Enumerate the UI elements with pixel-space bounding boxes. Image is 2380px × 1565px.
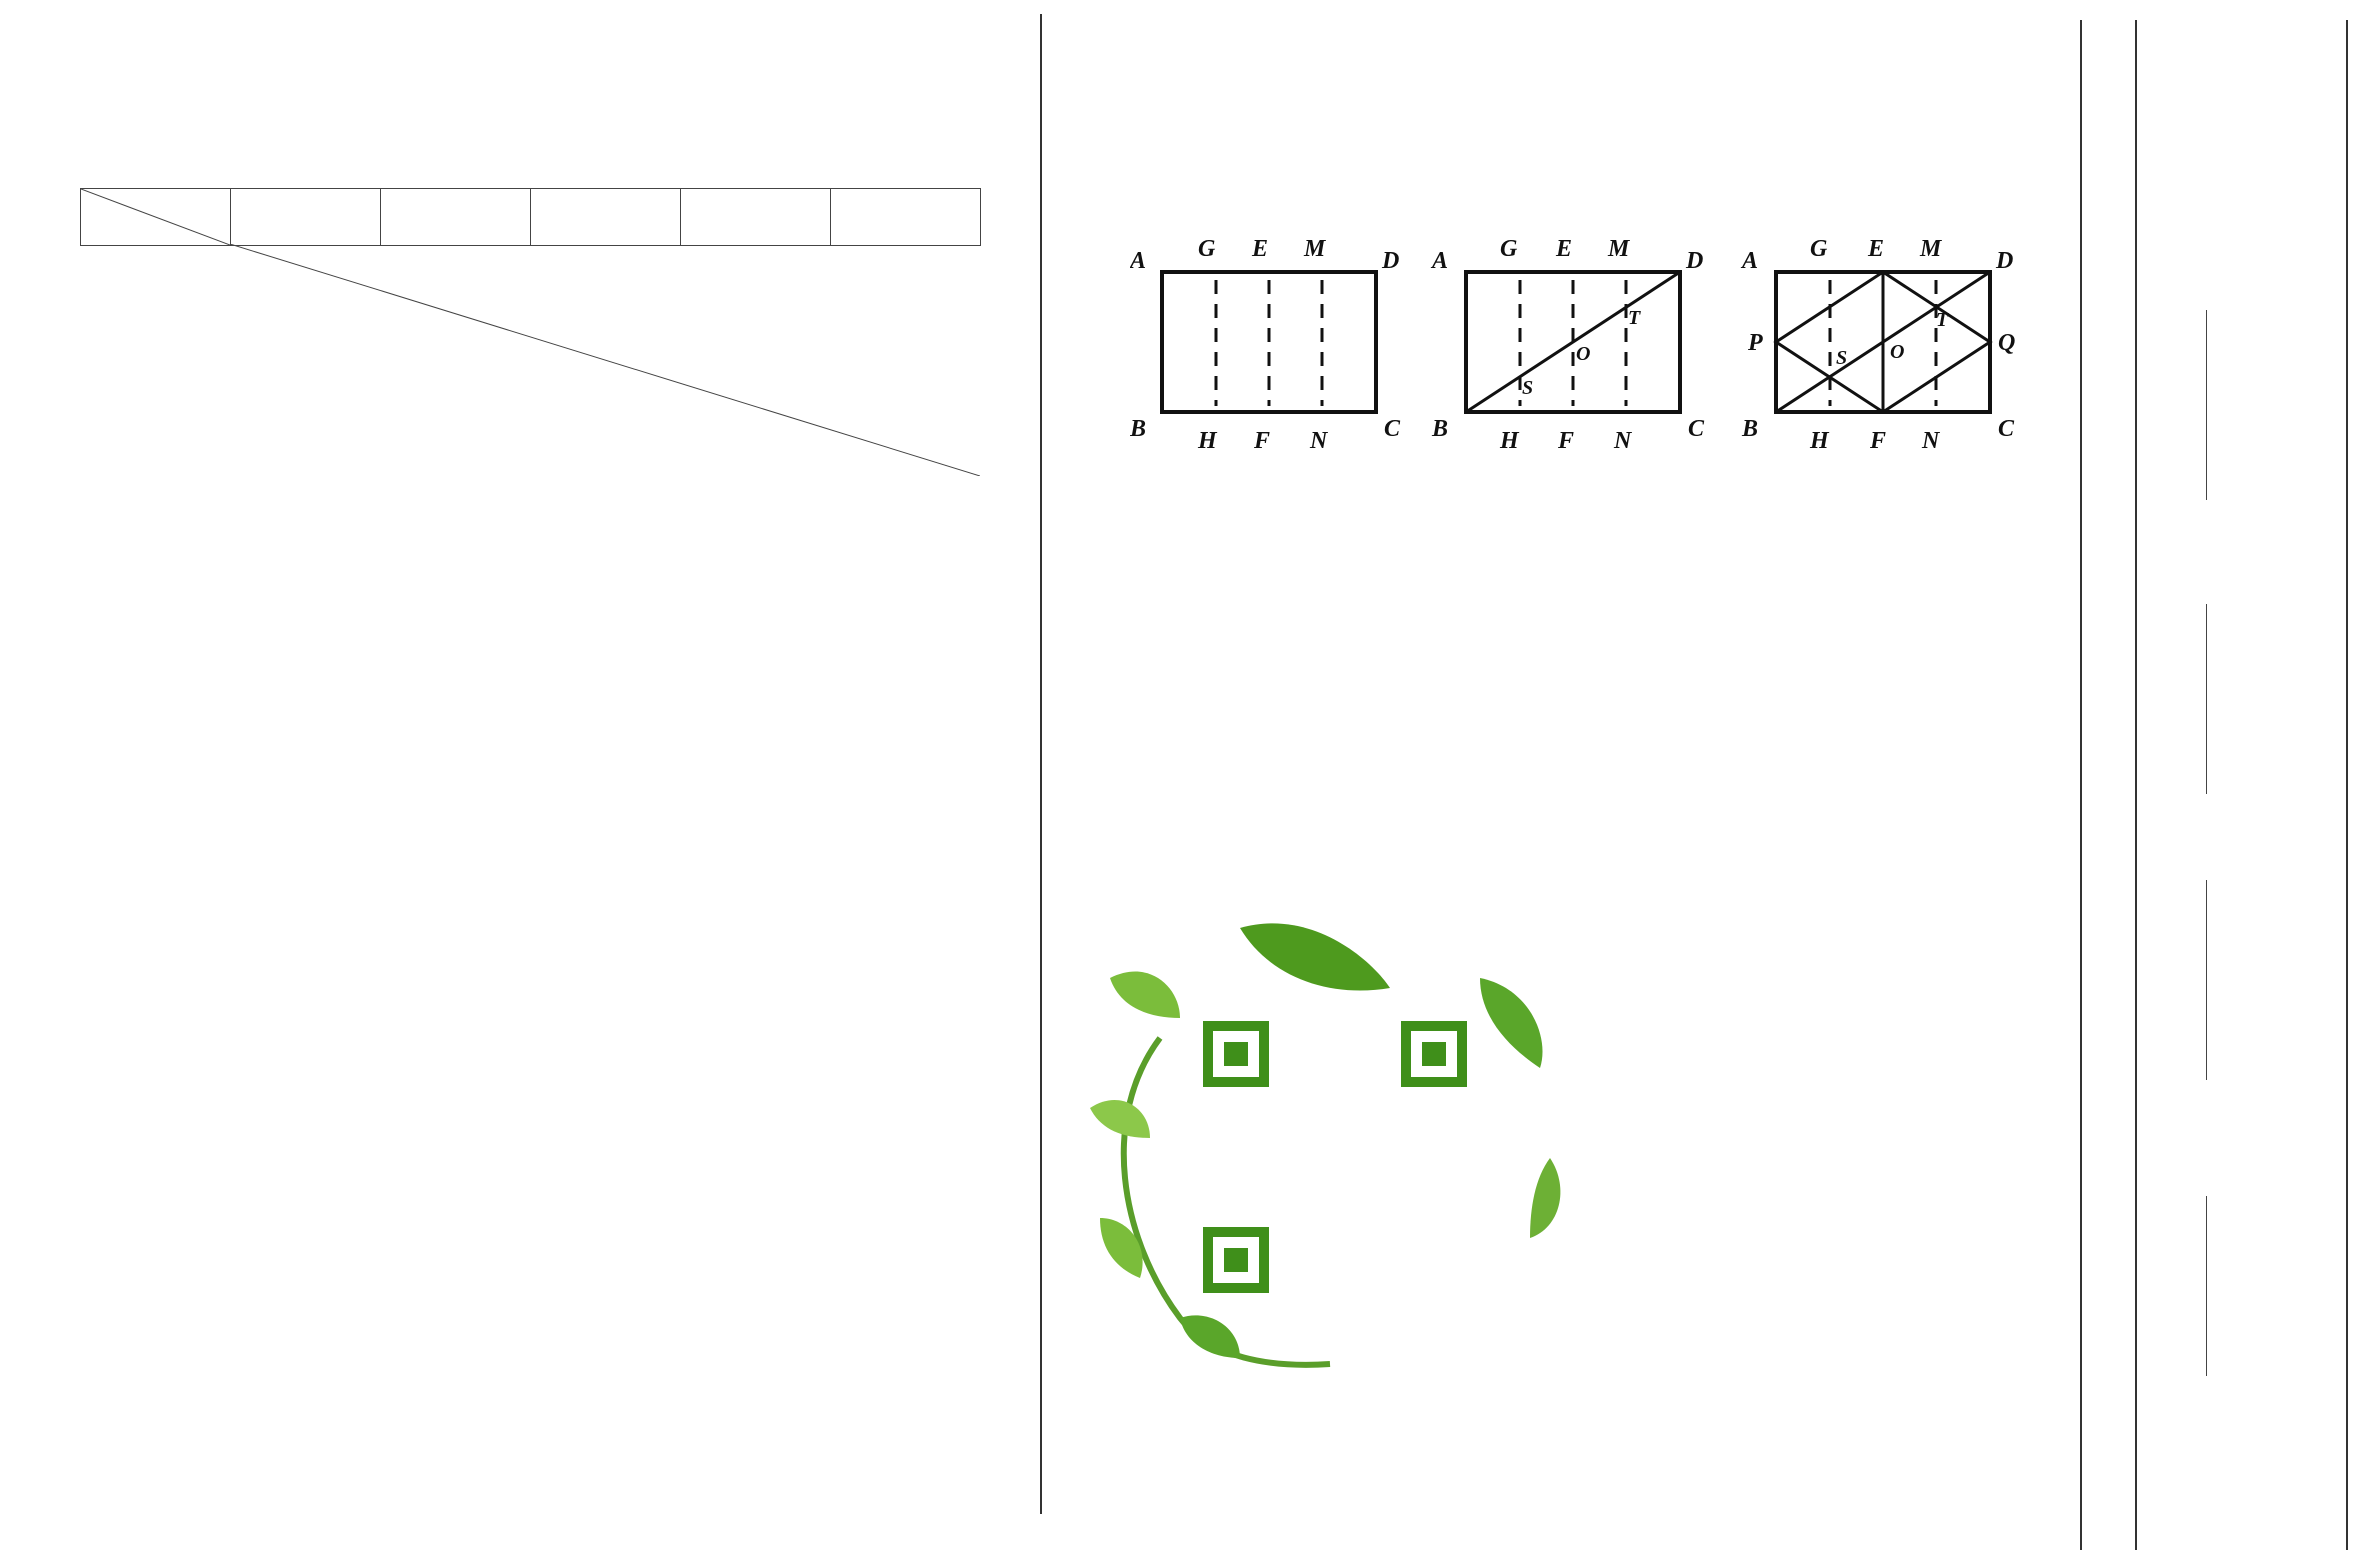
seal-line-left: [2080, 20, 2082, 1550]
svg-text:H: H: [1500, 428, 1519, 454]
svg-text:M: M: [1920, 236, 1942, 262]
svg-text:C: C: [1384, 416, 1401, 442]
svg-text:M: M: [1304, 236, 1326, 262]
svg-text:O: O: [1890, 341, 1905, 363]
svg-text:H: H: [1198, 428, 1217, 454]
page-divider: [1040, 14, 1042, 1514]
seal-marks: [2090, 70, 2130, 1510]
qr-code: [1200, 1018, 1470, 1296]
svg-text:A: A: [1432, 248, 1449, 274]
svg-text:A: A: [1130, 248, 1147, 274]
figure-2: [1430, 236, 1705, 454]
svg-text:N: N: [1614, 428, 1632, 454]
svg-text:E: E: [1868, 236, 1885, 262]
figure-1: [1130, 236, 1401, 454]
outcome-table: [80, 188, 981, 246]
svg-text:D: D: [1382, 248, 1400, 274]
svg-text:P: P: [1748, 330, 1763, 356]
svg-text:B: B: [1432, 416, 1449, 442]
svg-text:N: N: [1922, 428, 1940, 454]
exam-room-blank[interactable]: [2206, 310, 2207, 500]
school-blank[interactable]: [2206, 1196, 2207, 1376]
svg-text:F: F: [1558, 428, 1575, 454]
table-header-cell: [681, 189, 831, 246]
svg-text:A: A: [1742, 248, 1759, 274]
svg-text:G: G: [1198, 236, 1216, 262]
svg-text:T: T: [1628, 307, 1641, 329]
table-diagonal-line: [230, 244, 980, 476]
svg-text:S: S: [1522, 377, 1534, 399]
svg-text:C: C: [1998, 416, 2015, 442]
svg-text:E: E: [1556, 236, 1573, 262]
table-header-row: [81, 189, 981, 246]
svg-text:B: B: [1130, 416, 1147, 442]
svg-text:T: T: [1936, 309, 1949, 331]
table-header-cell: [381, 189, 531, 246]
svg-text:M: M: [1608, 236, 1630, 262]
svg-text:O: O: [1576, 343, 1591, 365]
table-header-cell: [531, 189, 681, 246]
svg-text:D: D: [1996, 248, 2014, 274]
svg-text:D: D: [1686, 248, 1704, 274]
q24-figures: [1130, 226, 2070, 516]
svg-text:S: S: [1836, 347, 1848, 369]
table-header-cell: [231, 189, 381, 246]
seal-line-right: [2135, 20, 2137, 1550]
svg-text:N: N: [1310, 428, 1328, 454]
svg-text:F: F: [1254, 428, 1271, 454]
sidebar-edge-line: [2346, 20, 2348, 1550]
svg-text:C: C: [1688, 416, 1705, 442]
svg-text:H: H: [1810, 428, 1829, 454]
svg-text:G: G: [1500, 236, 1518, 262]
svg-text:E: E: [1252, 236, 1269, 262]
svg-text:F: F: [1870, 428, 1887, 454]
table-corner: [81, 189, 231, 246]
figure-3: [1740, 236, 2015, 454]
table-header-cell: [831, 189, 981, 246]
svg-text:G: G: [1810, 236, 1828, 262]
corner-diagonal: [81, 189, 230, 245]
seat-number-blank[interactable]: [2206, 604, 2207, 794]
svg-text:B: B: [1742, 416, 1759, 442]
svg-text:Q: Q: [1998, 330, 2016, 356]
name-blank[interactable]: [2206, 880, 2207, 1080]
